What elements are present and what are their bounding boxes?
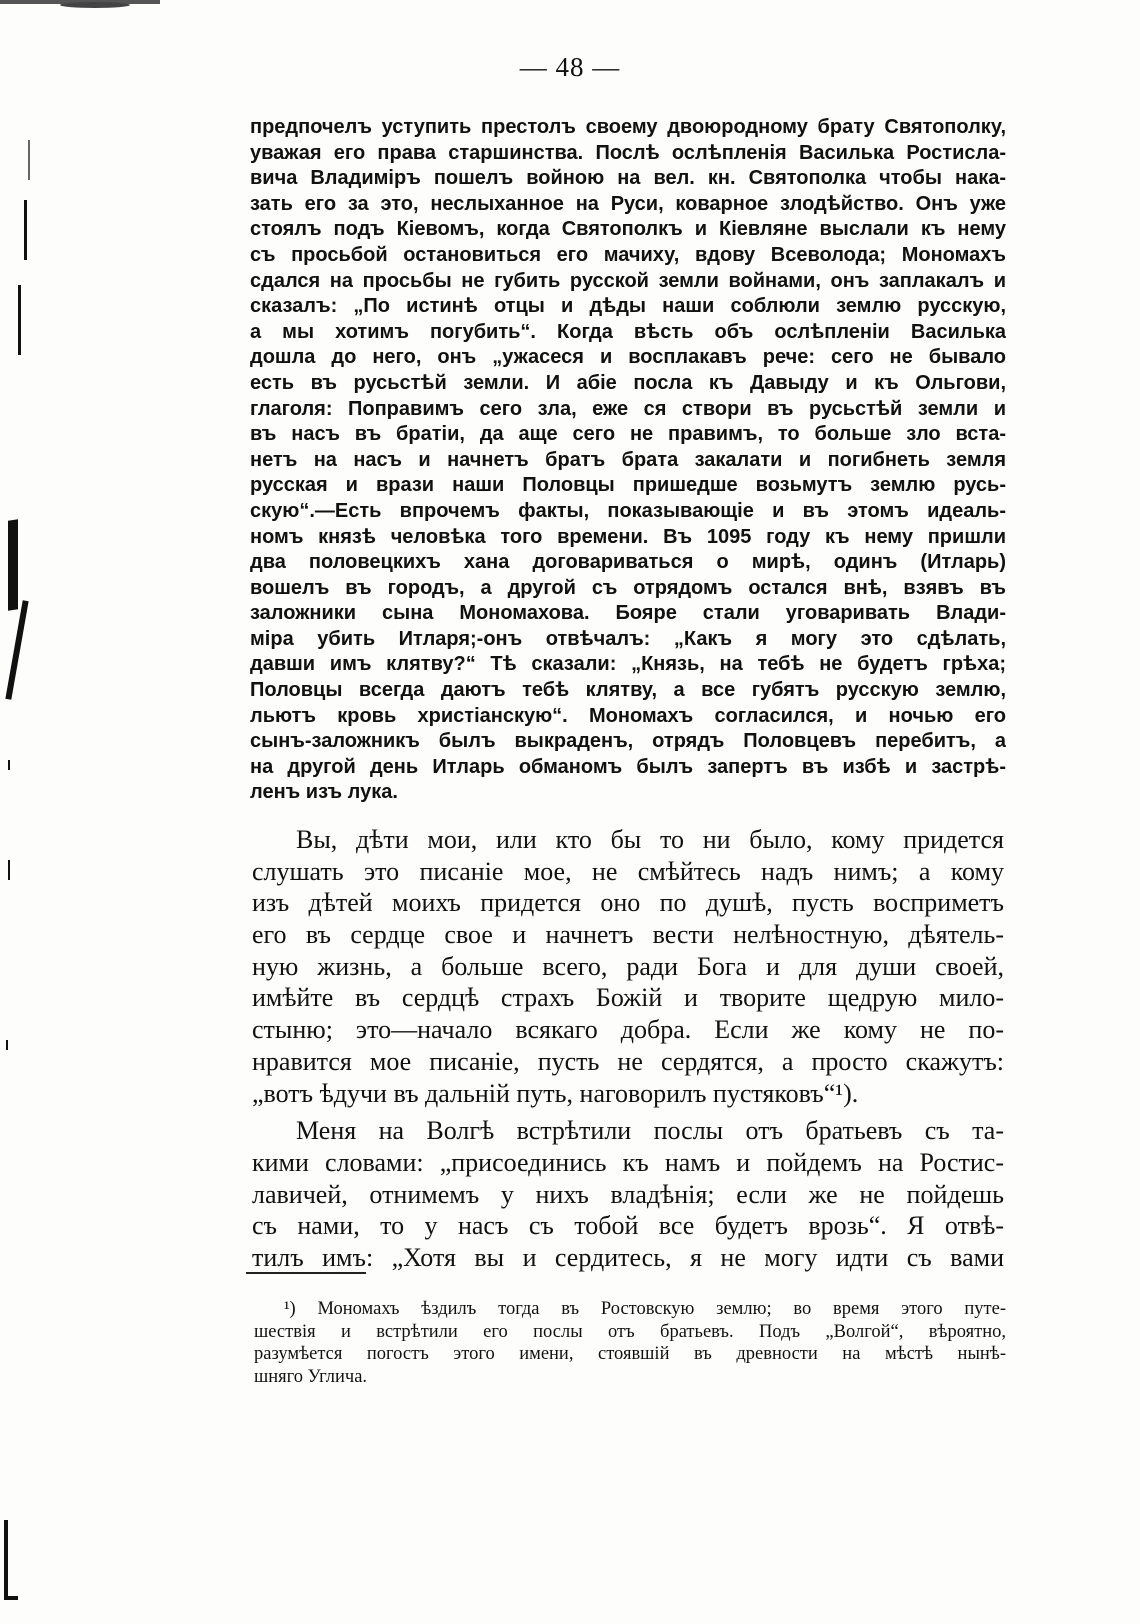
footnote <box>254 1298 1006 1388</box>
text-line: „вотъ ѣдучи въ дальній путь, наговорилъ пустяковъ“¹). <box>252 1078 859 1108</box>
text-line: на другой день Итларь обманомъ былъ запертъ въ избѣ и застрѣ- <box>250 755 1006 778</box>
text-line: сказалъ: „По истинѣ отцы и дѣды наши соблюли землю русскую, <box>250 295 1006 318</box>
footnote-line: шняго Углича. <box>254 1366 368 1387</box>
text-line: два половецкихъ хана договариваться о мирѣ, одинъ (Итларь) <box>250 551 1006 574</box>
text-line: съ просьбой остановиться его мачиху, вдову Всеволода; Мономахъ <box>250 243 1006 266</box>
text-line: есть въ русьстѣй земли. И абіе посла къ Давыду и къ Ольгови, <box>250 371 1006 394</box>
text-line: стоялъ подъ Кіевомъ, когда Святополкъ и Кіевляне выслали къ нему <box>250 218 1006 241</box>
text-line: вича Владиміръ пошелъ войною на вел. кн. Святополка чтобы нака- <box>250 167 1006 190</box>
text-line: а мы хотимъ погубить“. Когда вѣсть объ ослѣпленіи Василька <box>250 320 1006 343</box>
text-line: слушать это писаніе мое, не смѣйтесь надъ нимъ; а кому <box>252 856 1004 886</box>
text-line: тилъ имъ: „Хотя вы и сердитесь, я не могу идти съ вами <box>252 1242 1004 1272</box>
scan-artifact <box>18 285 21 355</box>
text-line: дошла до него, онъ „ужасеся и восплакавъ рече: сего не бывало <box>250 346 1006 369</box>
text-line: ную жизнь, а больше всего, ради Бога и для души своей, <box>252 951 1004 981</box>
text-line: глаголя: Поправимъ сего зла, еже ся створи въ русьстѣй земли и <box>250 397 1006 420</box>
text-line: изъ дѣтей моихъ придется оно по душѣ, пусть восприметъ <box>252 888 1004 918</box>
text-line: вошелъ въ городъ, а другой съ отрядомъ остался внѣ, взявъ въ <box>250 576 1006 599</box>
scan-artifact <box>24 200 27 260</box>
text-line: Вы, дѣти мои, или кто бы то ни было, кому придется <box>296 825 1004 854</box>
scan-artifact <box>6 1040 8 1050</box>
text-line: Меня на Волгѣ встрѣтили послы отъ братьевъ съ та- <box>296 1116 1004 1146</box>
text-line: стыню; это—начало всякаго добра. Если же кому не по- <box>252 1015 1004 1045</box>
text-line: имѣйте въ сердцѣ страхъ Божій и творите щедрую мило- <box>252 983 1004 1013</box>
text-line: зать его за это, неслыханное на Руси, коварное злодѣйство. Онъ уже <box>250 192 1006 215</box>
text-line: Половцы всегда даютъ тебѣ клятву, а все губятъ русскую землю, <box>250 679 1006 702</box>
scan-artifact <box>4 1520 8 1600</box>
footnote-line: шествія и встрѣтили его послы отъ братьевъ. Подъ „Волгой“, вѣроятно, <box>254 1321 1006 1342</box>
text-line: его въ сердце свое и начнетъ вести нелѣностную, дѣятель- <box>252 920 1004 950</box>
text-line: нетъ на насъ и начнетъ братъ брата закалати и погибнеть земля <box>250 448 1006 471</box>
intro-text-block <box>250 115 1006 806</box>
text-line: предпочелъ уступить престолъ своему двоюродному брату Святополку, <box>250 116 1006 138</box>
text-line: въ насъ въ братіи, да аще сего не правимъ, то больше зло вста- <box>250 423 1006 446</box>
text-line: нравится мое писаніе, пусть не сердятся, а просто скажутъ: <box>252 1046 1004 1076</box>
text-line: сдался на просьбы не губить русской земли войнами, онъ заплакалъ и <box>250 269 1006 292</box>
scan-artifact <box>8 860 10 880</box>
footnote-separator <box>246 1272 366 1274</box>
text-line: съ нами, то у насъ съ тобой все будетъ врозь“. Я отвѣ- <box>252 1211 1004 1241</box>
scan-artifact <box>60 2 130 8</box>
scan-artifact <box>28 140 30 180</box>
footnote-line: ¹) Мономахъ ѣздилъ тогда въ Ростовскую землю; во время этого путе- <box>284 1299 1006 1319</box>
scan-artifact <box>8 519 18 610</box>
text-line: заложники сына Мономахова. Бояре стали уговаривать Влади- <box>250 602 1006 625</box>
text-line: номъ князѣ человѣка того времени. Въ 1095 году къ нему пришли <box>250 525 1006 548</box>
text-line: давши имъ клятву?“ Тѣ сказали: „Князь, на тебѣ не будетъ грѣха; <box>250 653 1006 676</box>
main-text-block <box>252 824 1004 1274</box>
scan-artifact <box>4 1596 18 1600</box>
page-number: — 48 — <box>519 52 621 82</box>
text-line: скую“.—Есть впрочемъ факты, показывающіе и въ этомъ идеаль- <box>250 499 1006 522</box>
text-line: міра убить Итларя;-онъ отвѣчалъ: „Какъ я могу это сдѣлать, <box>250 627 1006 650</box>
text-line: кими словами: „присоединись къ намъ и пойдемъ на Ростис- <box>252 1147 1004 1177</box>
text-line: льютъ кровь христіанскую“. Мономахъ согласился, и ночью его <box>250 704 1006 727</box>
text-line: ленъ изъ лука. <box>250 781 398 804</box>
footnote-line: разумѣется погостъ этого имени, стоявшій въ древности на мѣстѣ нынѣ- <box>254 1344 1006 1364</box>
text-line: уважая его права старшинства. Послѣ ослѣпленія Василька Ростисла- <box>250 141 1006 164</box>
text-line: лавичей, отнимемъ у нихъ владѣнія; если же не пойдешь <box>252 1179 1004 1209</box>
text-line: русская и врази наши Половцы пришедше возьмутъ землю русь- <box>250 474 1006 497</box>
scan-artifact <box>5 600 28 700</box>
scan-artifact <box>8 760 10 770</box>
text-line: сынъ-заложникъ былъ выкраденъ, отрядъ Половцевъ перебитъ, а <box>250 730 1006 753</box>
